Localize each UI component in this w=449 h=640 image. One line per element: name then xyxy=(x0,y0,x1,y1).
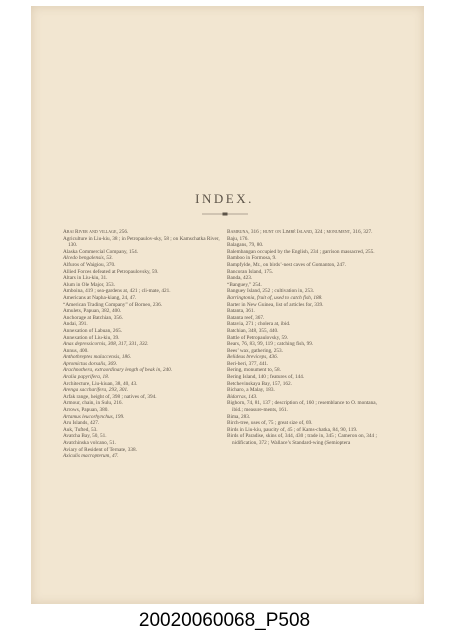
index-entry: Batanta reef, 367. xyxy=(227,314,265,321)
index-column-left xyxy=(63,229,221,460)
index-entry: Arrows, Papuan, 380. xyxy=(63,407,109,414)
index-entry: Bighorn, 74, 81, 137 ; description of, 160 ; resemblance to O. montana, ibid.; measure-ments, 161. xyxy=(227,400,377,414)
index-entry: Anas depressicornis, 308, 317, 331, 332. xyxy=(63,341,149,348)
index-entry: Bancoran Island, 175. xyxy=(227,268,274,275)
index-entry: Banguey Island, 252 ; cultivation in, 253. xyxy=(227,288,315,295)
index-entry: Anthothreptes malaccensis, 186. xyxy=(63,354,132,361)
index-entry: Amboina, 419 ; sea-gardens at, 421 ; cli-mate, 421. xyxy=(63,288,171,295)
index-entry: Artamus leucorhynchus, 199. xyxy=(63,413,125,420)
index-entry: Allied Forces defeated at Petropaulovsky, 59. xyxy=(63,268,159,275)
index-entry: Beri-beri, 377, 441. xyxy=(227,360,269,367)
index-entry: Bampfylde, Mr., on birds’-nest caves of Gomanton, 247. xyxy=(227,261,346,268)
index-entry: Betchevinskaya Bay, 157, 162. xyxy=(227,380,292,387)
index-entry: Birds of Paradise, skins of, 344, 430 ; trade in, 345 ; Cameron on, 344 ; nidification, 372 ; Wallace’s Standard-wing (Semioptera xyxy=(227,433,377,446)
index-entry: Americans at Napha-kiang, 24, 47. xyxy=(63,294,137,301)
index-entry: Annus, 400. xyxy=(63,347,89,354)
index-entry: Aru Islands, 427. xyxy=(63,420,100,427)
index-entry: Andai, 391. xyxy=(63,321,88,328)
index-entry: Alcedo bengalensis, 53. xyxy=(63,255,113,262)
index-entry: Bering Island, 140 ; features of, 144. xyxy=(227,374,305,381)
index-entry: Auk, Tufted, 53. xyxy=(63,426,98,433)
index-entry: Baju, 176. xyxy=(227,235,249,242)
index-entry: Arfak range, height of, 398 ; natives of, 394. xyxy=(63,393,157,400)
index-entry: Armour, chain, in Sulu, 216. xyxy=(63,400,123,407)
index-entry: “Banguey,” 254. xyxy=(227,281,262,288)
index-entry: Bears, 76, 83, 99, 119 ; catching fish, 99. xyxy=(227,341,314,348)
index-entry: Bambuna, 316 ; hunt on Limbé Island, 324 ; monument, 316, 327. xyxy=(227,229,373,235)
index-entry: Avatcha Bay, 50, 51. xyxy=(63,433,107,440)
index-entry: Batanta, 361. xyxy=(227,308,255,315)
index-entry: Arenga saccharifera, 293, 301. xyxy=(63,387,129,394)
index-entry: Alum in Ole Major, 353. xyxy=(63,281,115,288)
index-entry: Annexation of Labuan, 265. xyxy=(63,327,123,334)
index-entry: Annexation of Liu-kiu, 39. xyxy=(63,334,120,341)
index-entry: Battle of Petropaulovsky, 59. xyxy=(227,334,289,341)
index-entry: Banda, 423. xyxy=(227,275,253,282)
index-entry: Bering, monument to, 58. xyxy=(227,367,281,374)
index-entry: Bees’ wax, gathering, 253. xyxy=(227,347,283,354)
index-entry: Balagans, 79, 80. xyxy=(227,242,264,249)
index-entry: Bidarras, 143. xyxy=(227,393,258,400)
index-entry: Avatchinska volcano, 51. xyxy=(63,440,116,446)
index-entry: Alfuros of Waigiou, 370. xyxy=(63,261,116,268)
index-entry: Barter in New Guinea, list of articles for, 339. xyxy=(227,301,324,308)
scan-id-label: 20020060068_P508 xyxy=(138,610,311,631)
index-entry: Arachnothera, extraordinary length of beak in, 240. xyxy=(63,367,173,374)
page-title: INDEX. xyxy=(195,191,254,206)
index-entry: Anchorage at Batchian, 356. xyxy=(63,314,123,321)
index-entry: Altars in Liu-kiu, 31. xyxy=(63,275,108,282)
index-entry: Bicharo, a Malay, 183. xyxy=(227,387,275,394)
index-entry: Barringtonia, fruit of, used to catch fish, 188. xyxy=(227,294,323,301)
index-entry: Alaska Commercial Company, 154. xyxy=(63,248,139,255)
index-entry: Batchian, 348, 355, 440. xyxy=(227,327,279,334)
index-entry: Balembangan occupied by the English, 234 ; garrison massacred, 255. xyxy=(227,248,375,255)
index-column-right xyxy=(227,229,385,447)
index-entry: Birch-tree, uses of, 75 ; great size of, 69. xyxy=(227,420,313,427)
index-entry: Architecture, Liu-kiuan, 38, 40, 43. xyxy=(63,380,138,387)
index-entry: Birds in Liu-kiu, paucity of, 45 ; of Kams-chatka, 84, 90, 119. xyxy=(227,426,358,433)
index-entry: Batavia, 271 ; cholera at, ibid. xyxy=(227,321,291,328)
index-entry: Bamboo in Formosa, 9. xyxy=(227,255,277,262)
index-entry: Bima, 283. xyxy=(227,413,251,420)
index-entry: “American Trading Company” of Borneo, 236. xyxy=(63,301,163,308)
index-entry: Aviary of Resident of Ternate, 338. xyxy=(63,446,137,453)
index-entry: Amulets, Papuan, 382, 400. xyxy=(63,308,122,315)
index-entry: Axiculis macropterum, 47. xyxy=(63,453,119,460)
index-entry: Abai River and village, 256. xyxy=(63,229,129,235)
index-entry: Apromictus dorsalis, 369. xyxy=(63,360,118,367)
title-ornament-divider xyxy=(202,212,248,216)
index-entry: Agriculture in Liu-kiu, 38 ; in Petropaulov-sky, 58 ; on Kamschatka River, 130. xyxy=(63,235,220,249)
index-entry: Aralia papyrifera, 18. xyxy=(63,374,110,381)
index-entry: Belideus breviceps, 436. xyxy=(227,354,279,361)
